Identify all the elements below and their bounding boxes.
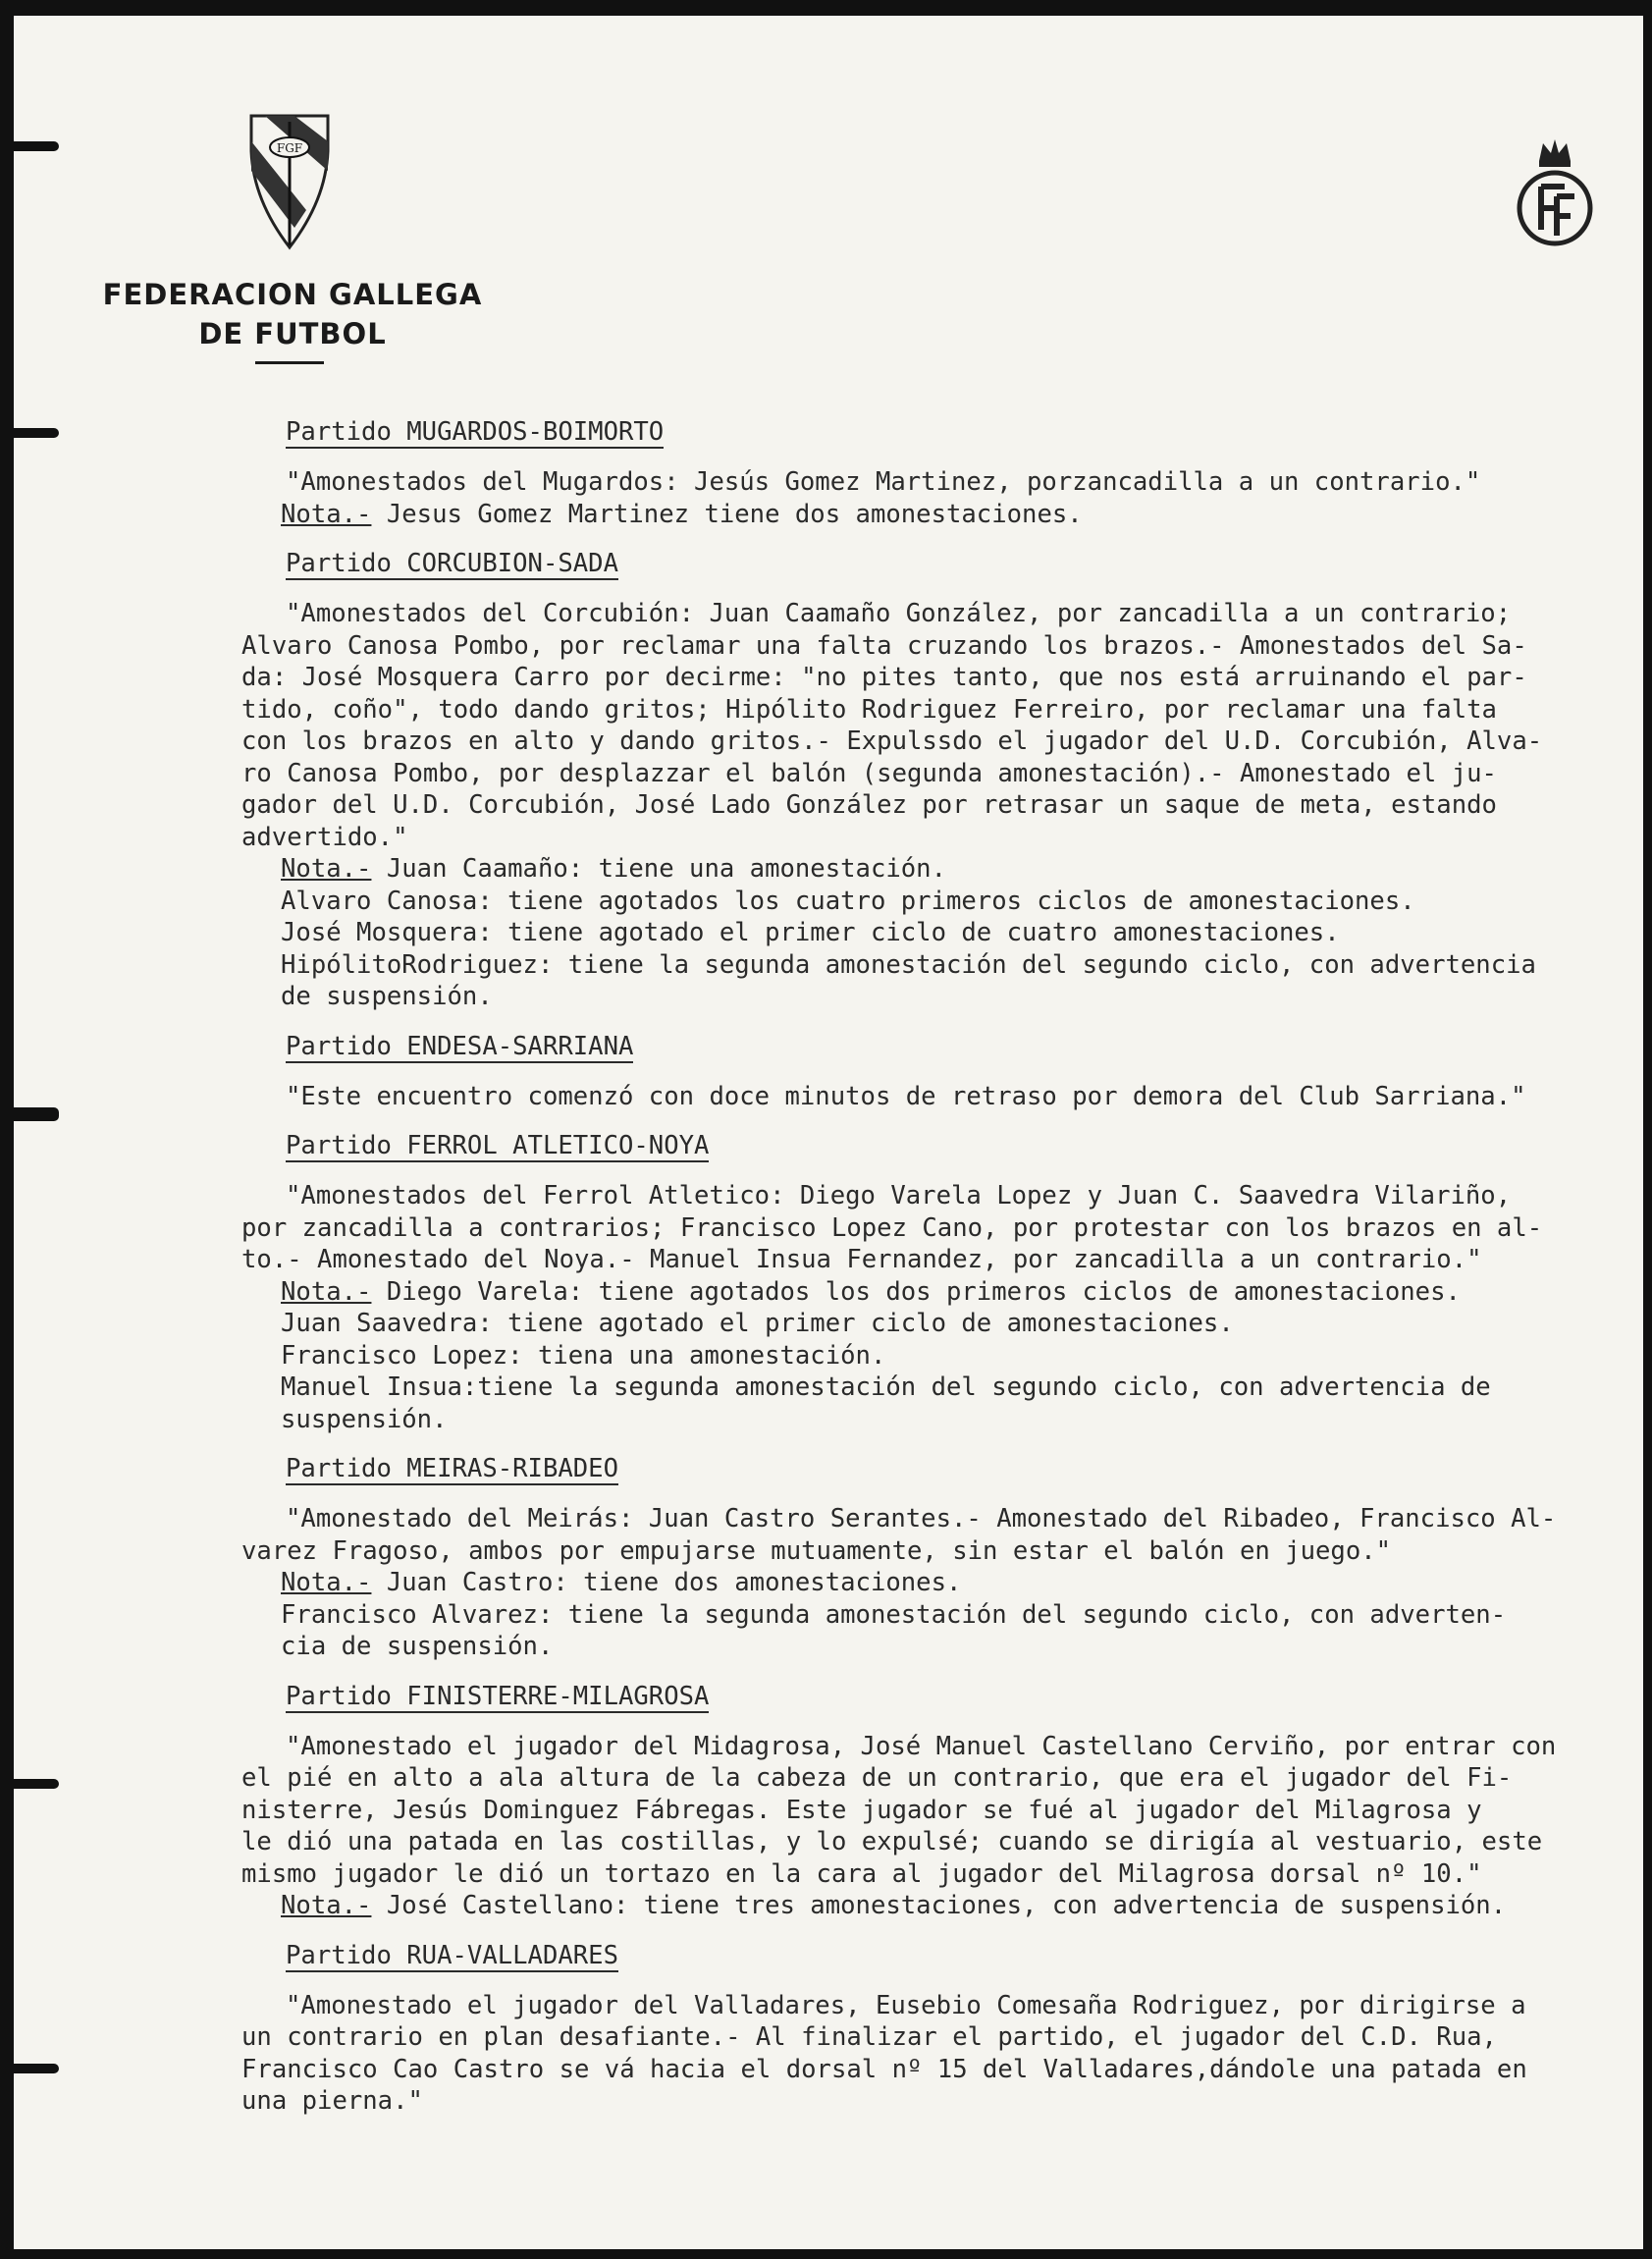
match-report: "Amonestado el jugador del Valladares, Eusebio Comesaña Rodriguez, por dirigirse a un contrario en plan desafiante.- Al finalizar el partido, el jugador del C.D. Rua, Francisco Cao Castro se vá hacia el dorsal nº 15 del Valladares,dándole una patada en una pierna." [241,1990,1527,2116]
match-section [241,1031,1652,1113]
note-text: Juan Caamaño: tiene una amonestación. [371,854,946,884]
match-title: Partido MEIRAS-RIBADEO [286,1454,618,1483]
note-line [241,949,1652,1013]
match-section [241,548,1652,1013]
note-text: Diego Varela: tiene agotados los dos primeros ciclos de amonestaciones. [371,1276,1461,1307]
binder-punch-mark [14,2064,59,2073]
match-report: "Amonestados del Ferrol Atletico: Diego Varela Lopez y Juan C. Saavedra Vilariño, por zancadilla a contrarios; Francisco Lopez Cano, por protestar con los brazos en al- to.- Amonestado del Noya.- Manuel Insua Fernandez, por zancadilla a un contrario." [241,1181,1543,1274]
match-title: Partido FERROL ATLETICO-NOYA [286,1131,710,1160]
note-line [241,1340,1652,1372]
note-text: Jesus Gomez Martinez tiene dos amonestaciones. [371,499,1083,529]
match-title: Partido ENDESA-SARRIANA [286,1031,634,1061]
crown-emblem-logo [1514,135,1596,249]
note-line [241,1890,1652,1922]
binder-punch-mark [14,1779,59,1789]
note-label: Nota.- [281,1276,372,1307]
match-section [241,416,1652,530]
note-line [241,1276,1652,1309]
note-text: Alvaro Canosa: tiene agotados los cuatro primeros ciclos de amonestaciones. [281,886,1415,916]
binder-punch-mark [14,1107,59,1121]
binder-punch-mark [14,428,59,438]
match-report: "Amonestados del Corcubión: Juan Caamaño González, por zancadilla a un contrario; Alvaro Canosa Pombo, por reclamar una falta cruzando los brazos.- Amonestados del Sa- da: José Mosquera Carro por decirme: "no pites tanto, que nos está arruinando el par- tido, coño", todo dando gritos; Hipólito Rodriguez Ferreiro, por reclamar una falta con los brazos en alto y dando gritos.- Expulssdo el jugador del U.D. Corcubión, Alva- ro Canosa Pombo, por desplazzar el balón (segunda amonestación).- Amonestado el ju- gador del U.D. Corcubión, José Lado González por retrasar un saque de meta, estando advertido." [241,599,1543,852]
match-section [241,1940,1652,2118]
federation-name-line2: DE FUTBOL [198,317,387,350]
match-title: Partido MUGARDOS-BOIMORTO [286,417,665,447]
note-text: Francisco Alvarez: tiene la segunda amonestación del segundo ciclo, con adverten- cia de suspensión. [281,1599,1507,1661]
note-line [241,886,1652,918]
note-line [241,499,1652,531]
note-text: José Mosquera: tiene agotado el primer ciclo de cuatro amonestaciones. [281,918,1340,947]
federation-shield-logo [247,112,332,251]
match-report-body [241,416,1652,2135]
note-line [241,1372,1652,1435]
match-section [241,1681,1652,1922]
note-label: Nota.- [281,1568,372,1597]
note-text: José Castellano: tiene tres amonestaciones, con advertencia de suspensión. [371,1891,1507,1920]
note-text: Francisco Lopez: tiena una amonestación. [281,1340,886,1371]
note-text: Juan Saavedra: tiene agotado el primer ciclo de amonestaciones. [281,1309,1234,1338]
note-line [241,917,1652,949]
note-label: Nota.- [281,1891,372,1920]
match-title: Partido CORCUBION-SADA [286,549,618,578]
note-text: Manuel Insua:tiene la segunda amonestación del segundo ciclo, con advertencia de suspensión. [281,1372,1491,1434]
note-line [241,853,1652,886]
match-title: Partido RUA-VALLADARES [286,1940,618,1970]
match-report: "Amonestado del Meirás: Juan Castro Serantes.- Amonestado del Ribadeo, Francisco Al- varez Fragoso, ambos por empujarse mutuamente, sin estar el balón en juego." [241,1504,1557,1566]
note-text: HipólitoRodriguez: tiene la segunda amonestación del segundo ciclo, con advertencia de suspensión. [281,949,1536,1011]
match-section [241,1453,1652,1663]
note-label: Nota.- [281,854,372,884]
match-report: "Amonestado el jugador del Midagrosa, José Manuel Castellano Cerviño, por entrar con el pié en alto a ala altura de la cabeza de un contrario, que era el jugador del Fi- nisterre, Jesús Dominguez Fábregas. Este jugador se fué al jugador del Milagrosa y le dió una patada en las costillas, y lo expulsé; cuando se dirigía al vestuario, este mismo jugador le dió un tortazo en la cara al jugador del Milagrosa dorsal nº 10." [241,1731,1557,1889]
match-section [241,1130,1652,1435]
header-rule [255,361,324,364]
federation-name-line1: FEDERACION GALLEGA [102,278,483,311]
note-line [241,1599,1652,1663]
note-text: Juan Castro: tiene dos amonestaciones. [371,1568,962,1597]
document-page [14,16,1643,2249]
match-report: "Este encuentro comenzó con doce minutos de retraso por demora del Club Sarriana." [286,1081,1526,1111]
match-report: "Amonestados del Mugardos: Jesús Gomez Martinez, porzancadilla a un contrario." [286,467,1481,497]
svg-text:FGF: FGF [276,141,303,155]
match-title: Partido FINISTERRE-MILAGROSA [286,1681,710,1711]
note-line [241,1567,1652,1599]
federation-name [96,275,489,353]
note-line [241,1308,1652,1340]
note-label: Nota.- [281,499,372,529]
binder-punch-mark [14,141,59,151]
